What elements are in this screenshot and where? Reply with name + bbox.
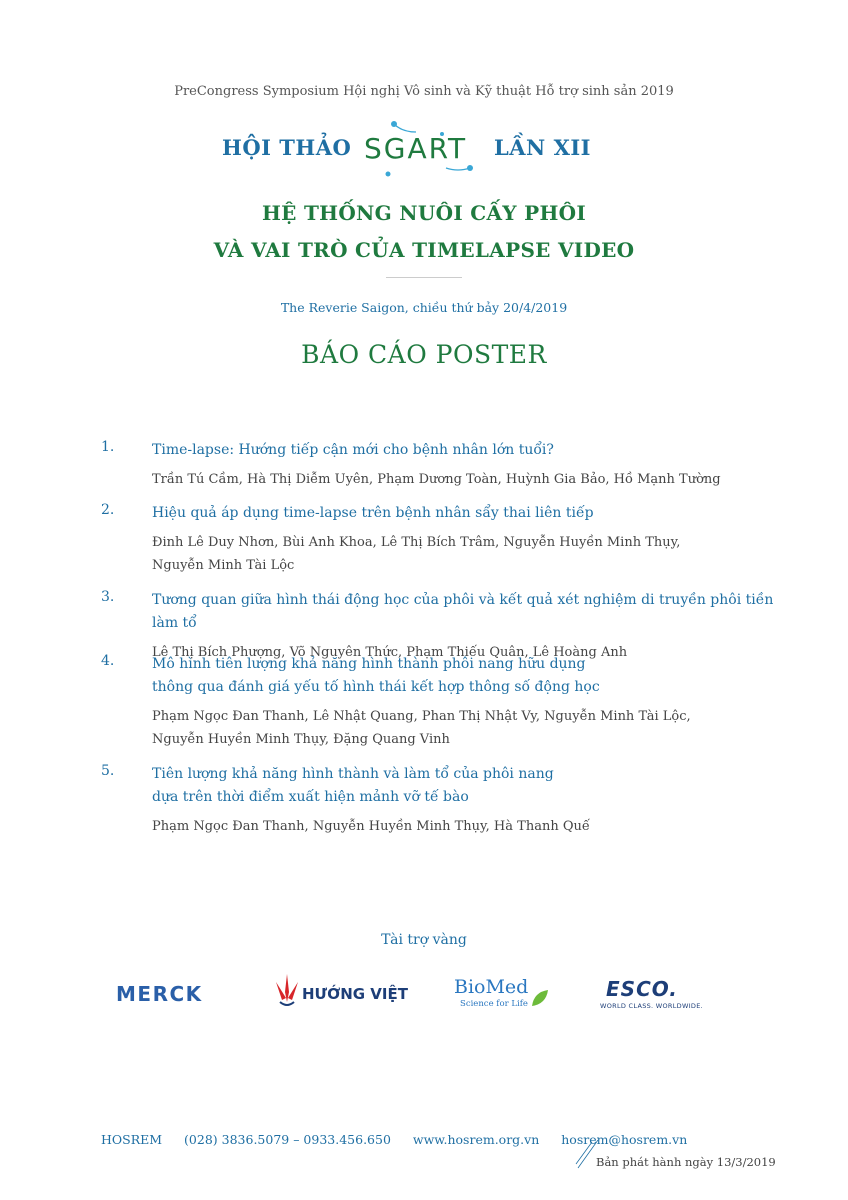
item-title: [152, 502, 781, 525]
title-right: LẦN XII: [494, 135, 592, 160]
item-title-line: Mô hình tiên lượng khả năng hình thành phôi nang hữu dụng: [152, 656, 586, 672]
list-item: [101, 502, 781, 577]
item-title: [152, 653, 781, 699]
title-left: HỘI THẢO: [222, 135, 352, 160]
item-authors: [152, 531, 781, 577]
precongress-line: PreCongress Symposium Hội nghị Vô sinh và Kỹ thuật Hỗ trợ sinh sản 2019: [174, 84, 674, 99]
item-authors-line: Nguyễn Minh Tài Lộc: [152, 558, 295, 573]
main-title-line1: HỆ THỐNG NUÔI CẤY PHÔI: [261, 201, 587, 225]
biomed-tagline: Science for Life: [460, 999, 528, 1009]
biomed-logo: [454, 968, 554, 1018]
sponsor-heading: Tài trợ vàng: [381, 932, 467, 948]
item-authors-line: Lê Thị Bích Phượng, Võ Nguyên Thức, Phạm Thiếu Quân, Lê Hoàng Anh: [152, 645, 628, 660]
item-authors-line: Phạm Ngọc Đan Thanh, Nguyễn Huyền Minh Thụy, Hà Thanh Quế: [152, 819, 590, 834]
sgart-logo: [358, 118, 490, 180]
symposium-title: [0, 118, 848, 180]
list-item: [101, 763, 781, 838]
merck-logo: [116, 968, 228, 1018]
esco-logo: [600, 968, 730, 1018]
footer-phone: (028) 3836.5079 – 0933.456.650: [184, 1132, 391, 1147]
sgart-logo-text: SGART: [364, 132, 468, 165]
item-authors: [152, 815, 781, 838]
item-authors: [152, 705, 781, 751]
venue-date: The Reverie Saigon, chiều thứ bảy 20/4/2019: [280, 300, 568, 315]
divider: [386, 277, 462, 278]
biomed-logo-text: BioMed: [454, 976, 529, 998]
item-number: 4.: [101, 653, 115, 669]
item-title: [152, 439, 781, 462]
item-title: [152, 763, 781, 809]
item-number: 2.: [101, 502, 115, 518]
lotus-icon: [274, 972, 300, 1008]
esco-logo-text: ESCO.: [606, 977, 678, 1001]
huongviet-logo: [274, 968, 414, 1018]
item-authors-line: Nguyễn Huyền Minh Thụy, Đặng Quang Vinh: [152, 732, 450, 747]
item-authors-line: Phạm Ngọc Đan Thanh, Lê Nhật Quang, Phan Thị Nhật Vy, Nguyễn Minh Tài Lộc,: [152, 709, 691, 724]
esco-tagline: WORLD CLASS. WORLDWIDE.: [600, 1002, 704, 1010]
list-item: [101, 439, 781, 491]
huongviet-logo-text: HƯỚNG VIỆT: [302, 985, 408, 1003]
item-title-line: Time-lapse: Hướng tiếp cận mới cho bệnh nhân lớn tuổi?: [152, 442, 554, 458]
item-title-line: Tiên lượng khả năng hình thành và làm tổ của phôi nang: [152, 766, 554, 782]
item-number: 5.: [101, 763, 115, 779]
item-title-line: dựa trên thời điểm xuất hiện mảnh vỡ tế bào: [152, 789, 469, 805]
footer-email[interactable]: hosrem@hosrem.vn: [561, 1132, 688, 1147]
section-title: BÁO CÁO POSTER: [301, 340, 547, 369]
footer-org: HOSREM: [101, 1132, 163, 1147]
item-title-line: thông qua đánh giá yếu tố hình thái kết hợp thông số động học: [152, 679, 600, 695]
footer-contact: [101, 1132, 705, 1147]
release-date: Bản phát hành ngày 13/3/2019: [596, 1155, 776, 1169]
item-number: 3.: [101, 589, 115, 605]
merck-logo-text: MERCK: [116, 982, 203, 1006]
item-authors-line: Trần Tú Cầm, Hà Thị Diễm Uyên, Phạm Dương Toàn, Huỳnh Gia Bảo, Hồ Mạnh Tường: [152, 472, 721, 487]
item-number: 1.: [101, 439, 115, 455]
item-title-line: Tương quan giữa hình thái động học của phôi và kết quả xét nghiệm di truyền phôi tiền làm tổ: [152, 592, 774, 631]
footer-website[interactable]: www.hosrem.org.vn: [412, 1132, 540, 1147]
item-authors-line: Đinh Lê Duy Nhơn, Bùi Anh Khoa, Lê Thị Bích Trâm, Nguyễn Huyền Minh Thụy,: [152, 535, 681, 550]
list-item: [101, 653, 781, 751]
leaf-icon: [530, 988, 550, 1008]
item-authors: [152, 468, 781, 491]
main-title-line2: VÀ VAI TRÒ CỦA TIMELAPSE VIDEO: [213, 238, 635, 262]
item-title: [152, 589, 781, 635]
item-title-line: Hiệu quả áp dụng time-lapse trên bệnh nhân sẩy thai liên tiếp: [152, 505, 594, 521]
